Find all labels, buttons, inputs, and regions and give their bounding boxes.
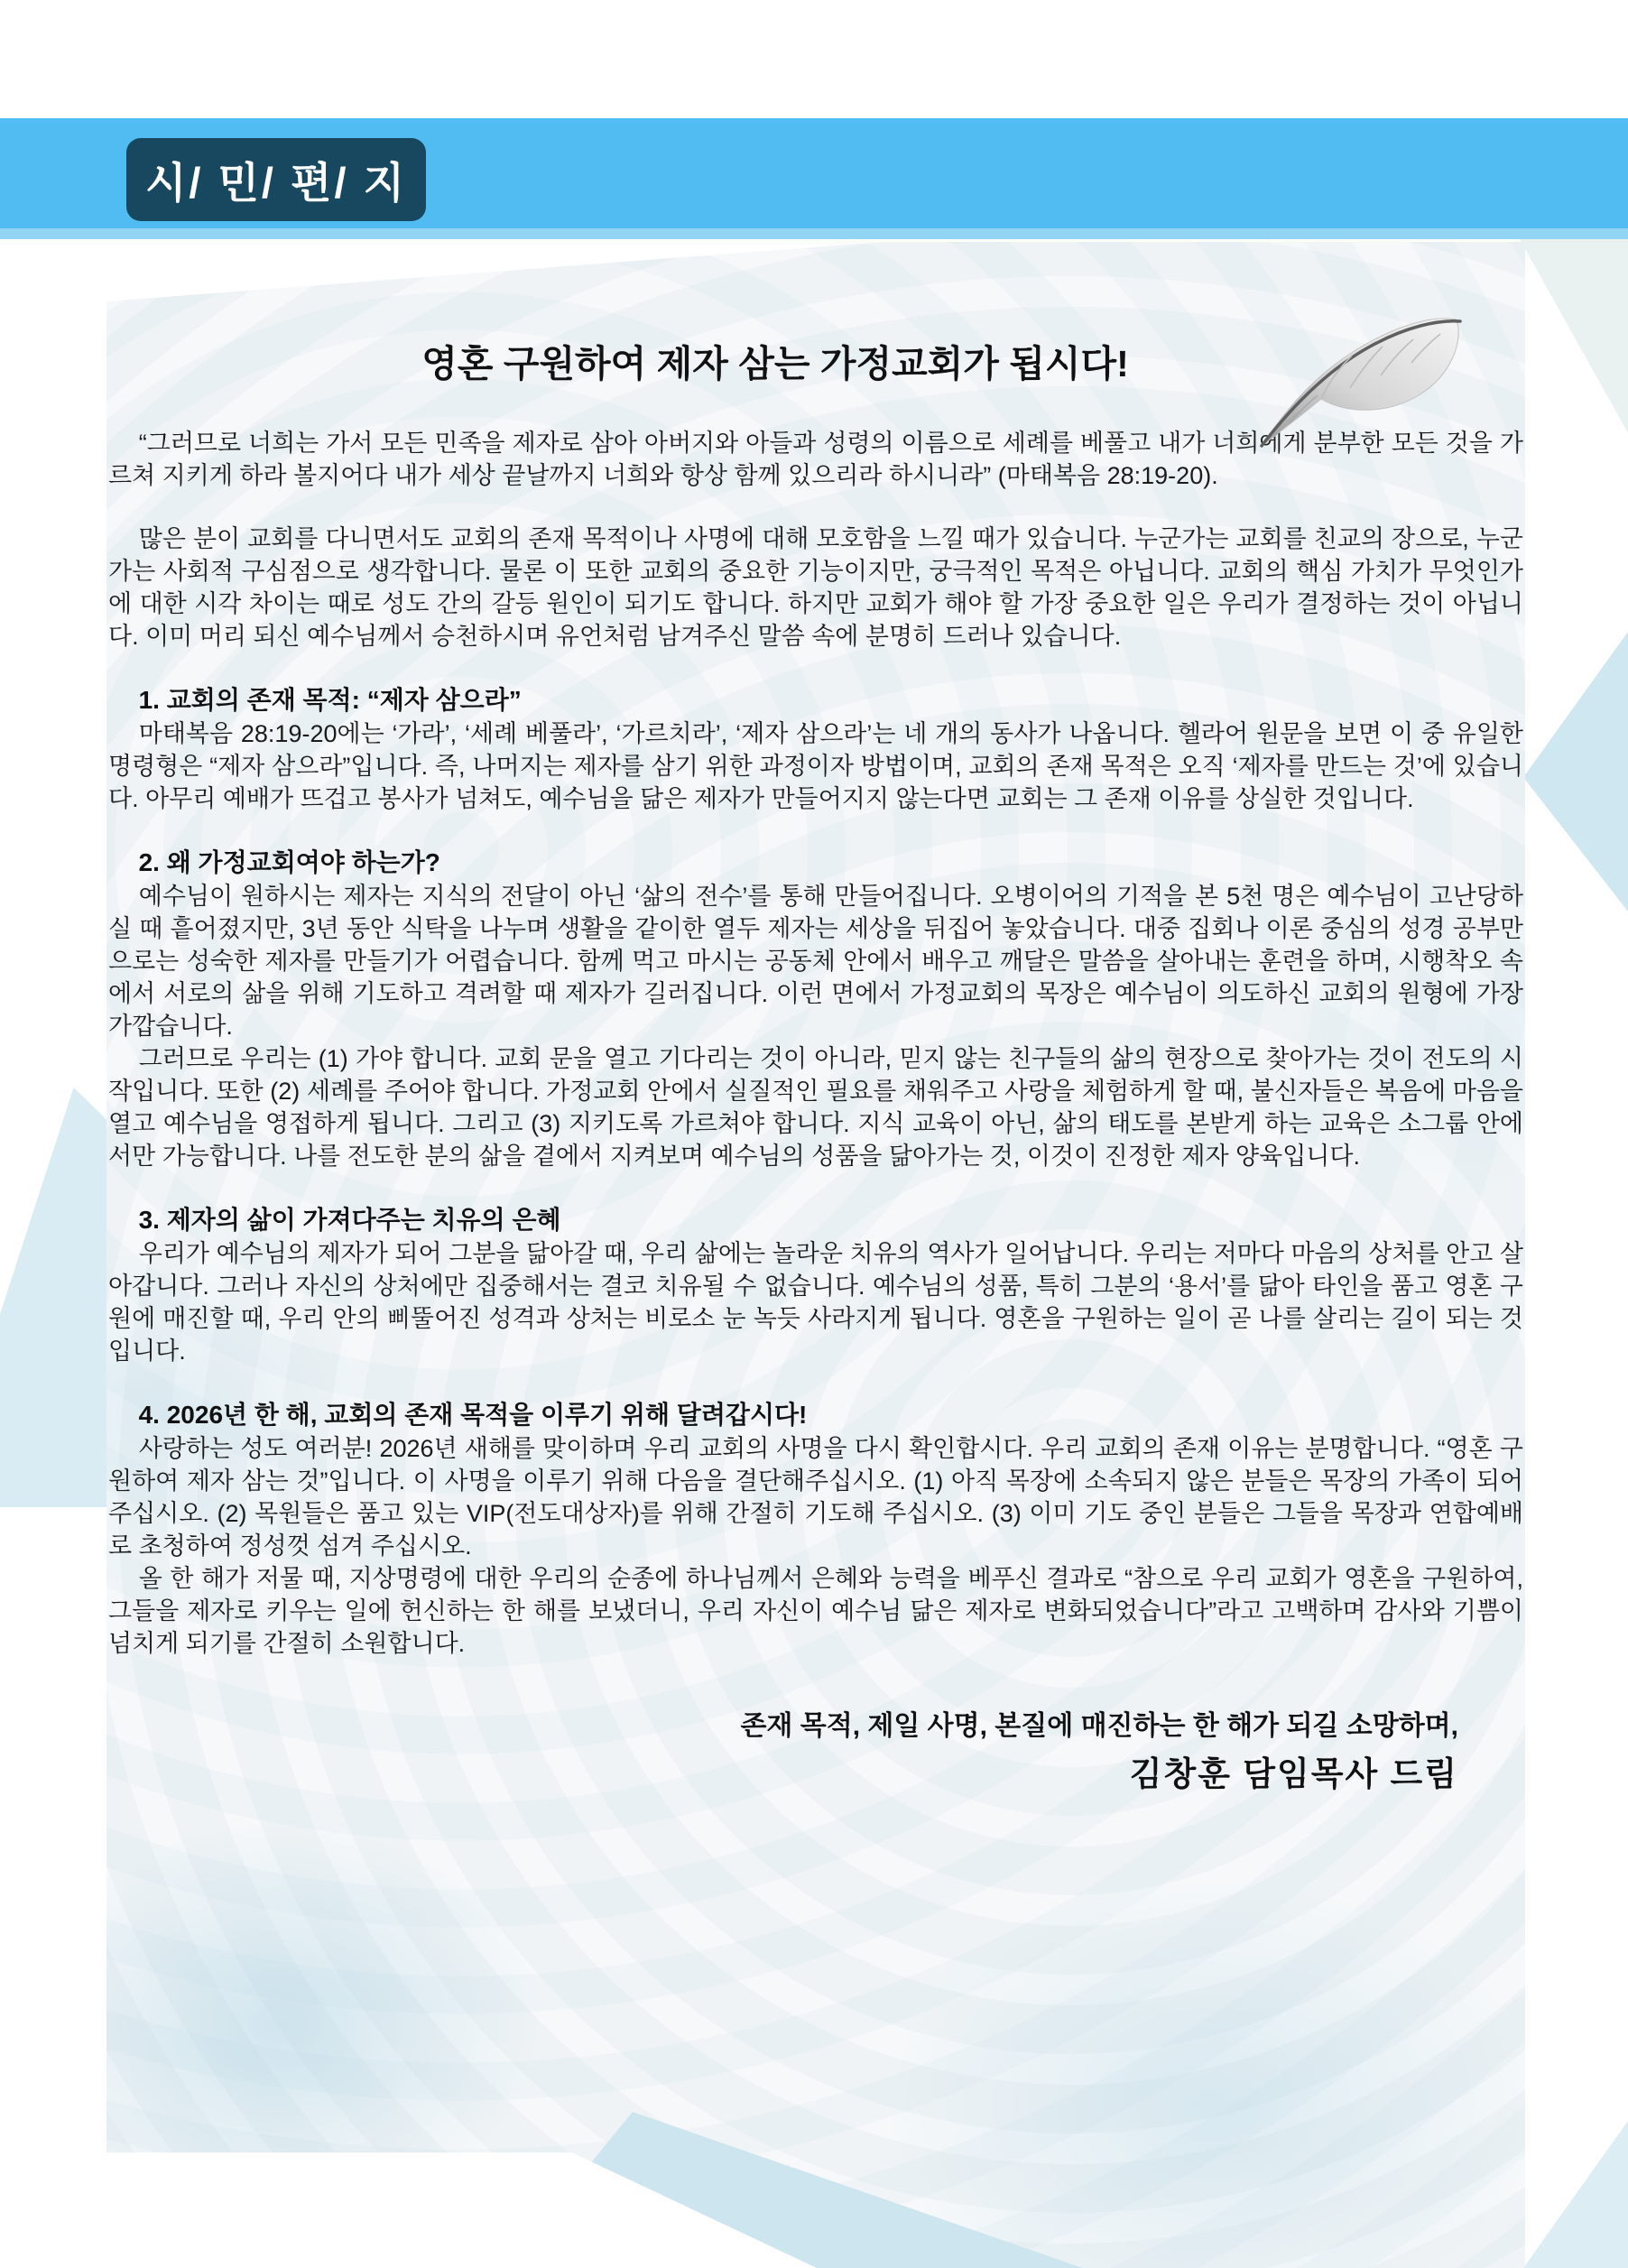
letter-text [108,427,1523,1797]
paragraph: 사랑하는 성도 여러분! 2026년 새해를 맞이하며 우리 교회의 사명을 다시 확인합시다. 우리 교회의 존재 이유는 분명합니다. “영혼 구원하여 제자 삼는 것”입니다. 이 사명을 이루기 위해 다음을 결단해주십시오. (1) 아직 목장에 소속되지 않은 분들은 목장의 가족이 되어 주십시오. (2) 목원들은 품고 있는 VIP(전도대상자)를 위해 간절히 기도해 주십시오. (3) 이미 기도 중인 분들은 그들을 목장과 연합예배로 초청하여 정성껏 섬겨 주십시오. [108,1435,1523,1560]
letter-paper [106,242,1525,2268]
letter-closing [108,1708,1523,1797]
section-3 [108,1203,1523,1367]
corner-decoration-bottom-right [1523,2121,1628,2268]
paragraph: 그러므로 우리는 (1) 가야 합니다. 교회 문을 열고 기다리는 것이 아니라, 믿지 않는 친구들의 삶의 현장으로 찾아가는 것이 전도의 시작입니다. 또한 (2) 세례를 주어야 합니다. 가정교회 안에서 실질적인 필요를 채워주고 사랑을 체험하게 할 때, 불신자들은 복음에 마음을 열고 예수님을 영접하게 됩니다. 그리고 (3) 지키도록 가르쳐야 합니다. 지식 교육이 아닌, 삶의 태도를 본받게 하는 교육은 소그룹 안에서만 가능합니다. 나를 전도한 분의 삶을 곁에서 지켜보며 예수님의 성품을 닮아가는 것, 이것이 진정한 제자 양육입니다. [108,1045,1523,1170]
corner-decoration-top-right [1520,239,1628,433]
paragraph: 마태복음 28:19-20에는 ‘가라’, ‘세례 베풀라’, ‘가르치라’, ‘제자 삼으라’는 네 개의 동사가 나옵니다. 헬라어 원문을 보면 이 중 유일한 명령형은 “제자 삼으라”입니다. 즉, 나머지는 제자를 삼기 위한 과정이자 방법이며, 교회의 존재 목적은 오직 ‘제자를 만드는 것’에 있습니다. 아무리 예배가 뜨겁고 봉사가 넘쳐도, 예수님을 닮은 제자가 만들어지지 않는다면 교회는 그 존재 이유를 상실한 것입니다. [108,720,1523,812]
section-heading: 4. 2026년 한 해, 교회의 존재 목적을 이루기 위해 달려갑시다! [138,1401,808,1429]
edge-decoration-right [1523,632,1628,912]
paragraph: 많은 분이 교회를 다니면서도 교회의 존재 목적이나 사명에 대해 모호함을 느낄 때가 있습니다. 누군가는 교회를 친교의 장으로, 누군가는 사회적 구심점으로 생각합니다. 물론 이 또한 교회의 중요한 기능이지만, 궁극적인 목적은 아닙니다. 교회의 핵심 가치가 무엇인가에 대한 시각 차이는 때로 성도 간의 갈등 원인이 되기도 합니다. 하지만 교회가 해야 할 가장 중요한 일은 우리가 결정하는 것이 아닙니다. 이미 머리 되신 예수님께서 승천하시며 유언처럼 남겨주신 말씀 속에 분명히 드러나 있습니다. [108,525,1523,650]
letter-title: 영혼 구원하여 제자 삼는 가정교회가 됩시다! [421,343,1129,384]
closing-signature: 김창훈 담임목사 드림 [1129,1755,1458,1792]
scripture-quote-paragraph: “그러므로 너희는 가서 모든 민족을 제자로 삼아 아버지와 아들과 성령의 이름으로 세례를 베풀고 내가 너희에게 분부한 모든 것을 가르쳐 지키게 하라 볼지어다 내가 세상 끝날까지 너희와 항상 함께 있으리라 하시니라” (마태복음 28:19-20). [108,430,1523,489]
page-title-label: 시/ 민/ 편/ 지 [145,158,407,207]
edge-decoration-left [0,1088,108,1507]
section-4 [108,1398,1523,1660]
feather-icon [1235,289,1480,453]
paragraph: 올 한 해가 저물 때, 지상명령에 대한 우리의 순종에 하나님께서 은혜와 능력을 베푸신 결과로 “참으로 우리 교회가 영혼을 구원하여, 그들을 제자로 키우는 일에 헌신하는 한 해를 보냈더니, 우리 자신이 예수님 닮은 제자로 변화되었습니다”라고 고백하며 감사와 기쁨이 넘치게 되기를 간절히 소원합니다. [108,1565,1523,1657]
letter-body [106,242,1525,1797]
section-heading: 3. 제자의 삶이 가져다주는 치유의 은혜 [138,1206,561,1234]
page-title [126,138,426,221]
section-1 [108,683,1523,815]
paragraph: 예수님이 원하시는 제자는 지식의 전달이 아닌 ‘삶의 전수’를 통해 만들어집니다. 오병이어의 기적을 본 5천 명은 예수님이 고난당하실 때 흩어졌지만, 3년 동안 식탁을 나누며 생활을 같이한 열두 제자는 세상을 뒤집어 놓았습니다. 대중 집회나 이론 중심의 성경 공부만으로는 성숙한 제자를 만들기가 어렵습니다. 함께 먹고 마시는 공동체 안에서 배우고 깨달은 말씀을 살아내는 훈련을 하며, 시행착오 속에서 서로의 삶을 위해 기도하고 격려할 때 제자가 길러집니다. 이런 면에서 가정교회의 목장은 예수님이 의도하신 교회의 원형에 가장 가깝습니다. [108,883,1523,1040]
section-2 [108,846,1523,1172]
closing-wish-line: 존재 목적, 제일 사명, 본질에 매진하는 한 해가 되길 소망하며, [740,1711,1458,1741]
paragraph: 우리가 예수님의 제자가 되어 그분을 닮아갈 때, 우리 삶에는 놀라운 치유의 역사가 일어납니다. 우리는 저마다 마음의 상처를 안고 살아갑니다. 그러나 자신의 상처에만 집중해서는 결코 치유될 수 없습니다. 예수님의 성품, 특히 그분의 ‘용서’를 닮아 타인을 품고 영혼 구원에 매진할 때, 우리 안의 삐뚤어진 성격과 상처는 비로소 눈 녹듯 사라지게 됩니다. 영혼을 구원하는 일이 곧 나를 살리는 길이 되는 것입니다. [108,1240,1523,1365]
header-band [0,118,1628,239]
section-heading: 2. 왜 가정교회여야 하는가? [138,848,440,876]
intro-section [108,523,1523,653]
section-heading: 1. 교회의 존재 목적: “제자 삼으라” [138,686,522,714]
